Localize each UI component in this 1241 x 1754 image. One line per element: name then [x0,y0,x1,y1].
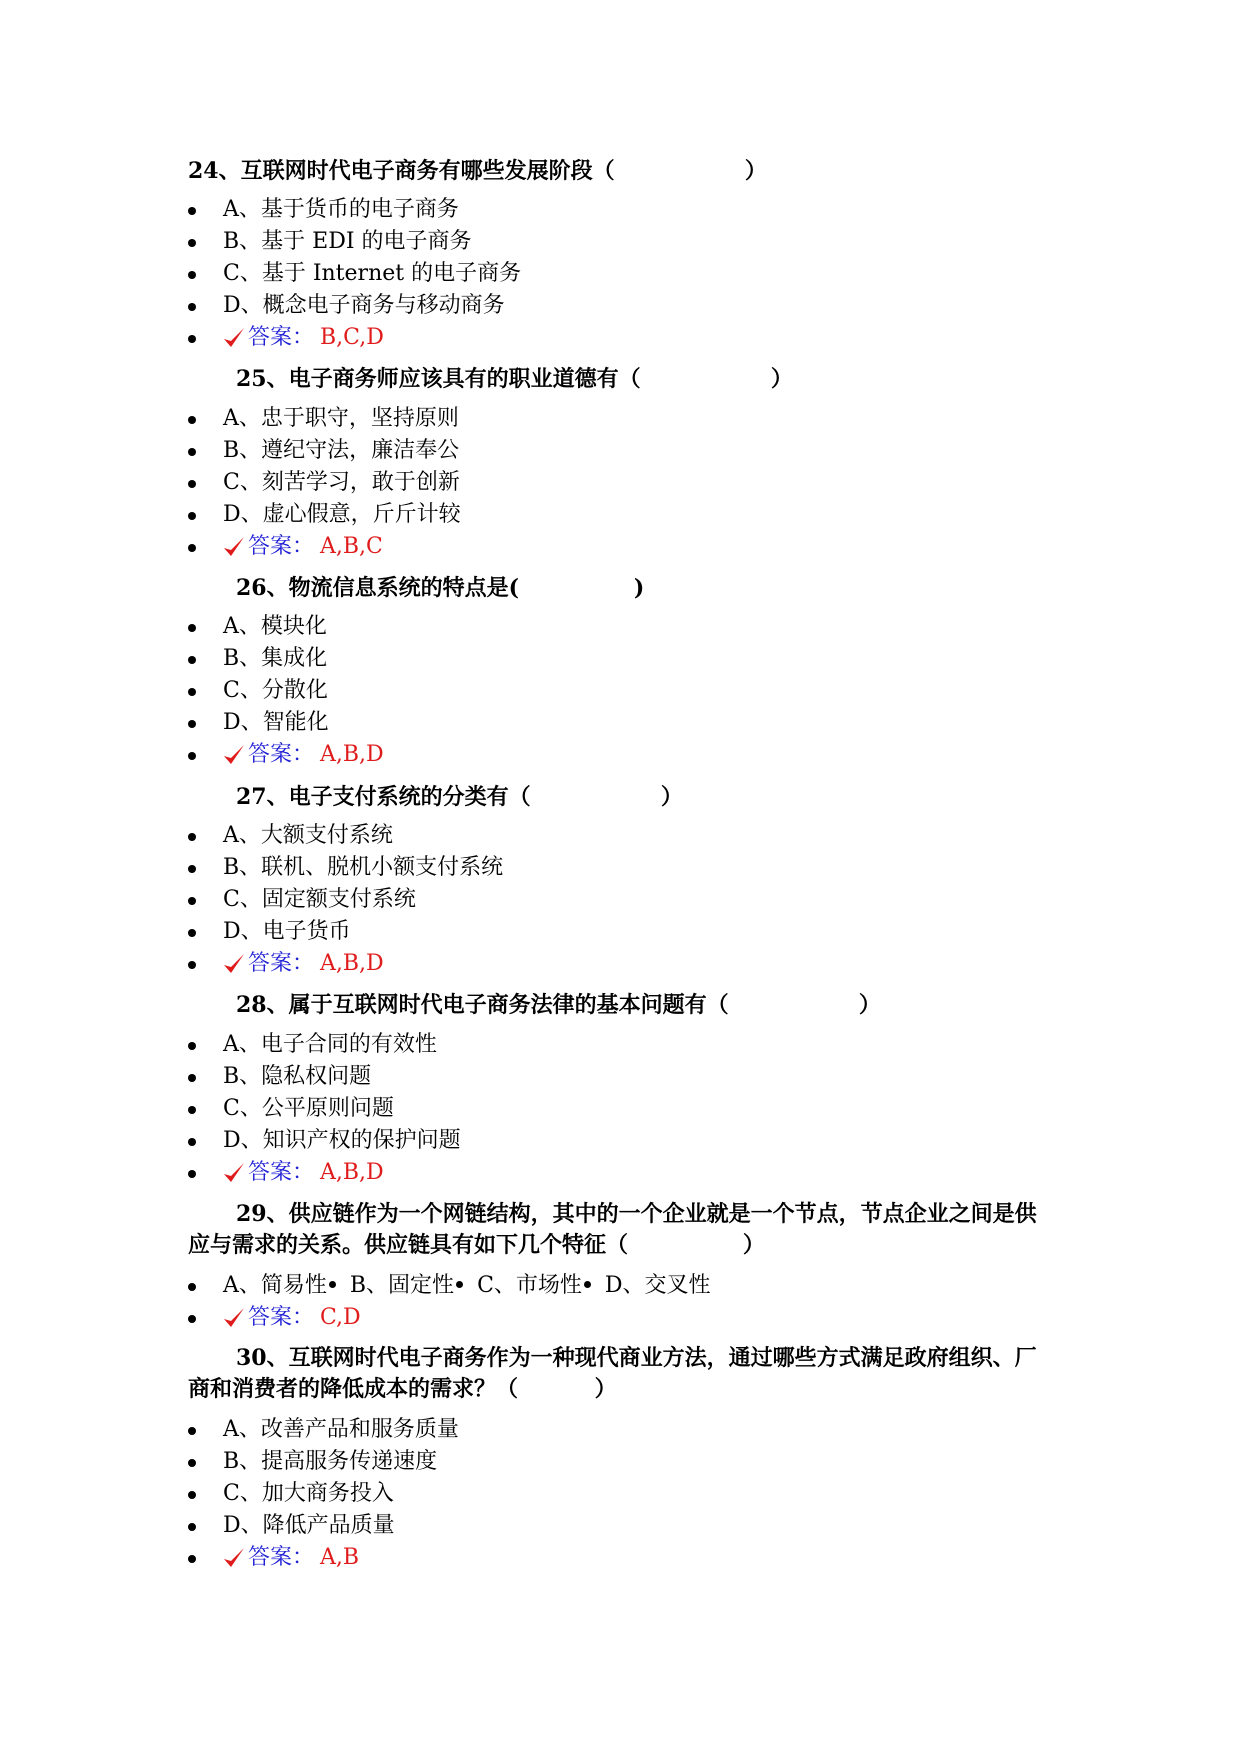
question-title: 27、电子支付系统的分类有（ ） [236,784,683,810]
bullet-icon [188,1427,196,1435]
bullet-icon [188,1042,196,1050]
option-text: B、基于 EDI 的电子商务 [223,229,472,254]
option-text: C、分散化 [223,678,328,703]
answer-value: C,D [320,1305,361,1330]
question-title: 29、供应链作为一个网链结构，其中的一个企业就是一个节点，节点企业之间是供应与需求的关系。供应链具有如下几个特征（ ） [188,1201,1037,1258]
answer-value: A,B,D [320,742,384,767]
bullet-icon [188,656,196,664]
answer-value: A,B,C [320,534,383,559]
inline-options [223,1270,711,1302]
bullet-icon [188,1106,196,1114]
option-text: D、概念电子商务与移动商务 [223,293,505,318]
bullet-icon [188,271,196,279]
option-text: C、基于 Internet 的电子商务 [223,261,522,286]
option-text: D、交叉性 [604,1273,711,1298]
checkmark-icon [222,952,246,976]
answer-label: 答案： [248,742,315,767]
bullet-icon [188,1170,196,1178]
bullet-icon [329,1281,336,1288]
option-text: B、固定性 [349,1273,455,1298]
bullet-icon [188,544,196,552]
checkmark-icon [222,743,246,767]
option-text: A、忠于职守，坚持原则 [223,406,459,431]
bullet-icon [188,752,196,760]
option-text: B、隐私权问题 [223,1064,372,1089]
answer-label: 答案： [248,1545,315,1570]
option-item-inline [188,1270,711,1302]
question-title: 24、互联网时代电子商务有哪些发展阶段（ ） [188,158,767,184]
bullet-icon [188,688,196,696]
option-text: A、模块化 [223,614,327,639]
answer-label: 答案： [248,951,315,976]
bullet-icon [188,1315,196,1323]
checkmark-icon [222,1306,246,1330]
bullet-icon [188,1523,196,1531]
bullet-icon [188,1459,196,1467]
answer-label: 答案： [248,534,315,559]
bullet-icon [456,1281,463,1288]
option-text: C、加大商务投入 [223,1481,394,1506]
question-title: 30、互联网时代电子商务作为一种现代商业方法，通过哪些方式满足政府组织、厂商和消费者的降低成本的需求？（ ） [188,1345,1037,1402]
checkmark-icon [222,535,246,559]
option-text: C、市场性 [477,1273,582,1298]
bullet-icon [188,480,196,488]
bullet-icon [188,929,196,937]
answer-value: A,B [320,1545,360,1570]
checkmark-icon [222,326,246,350]
question-title: 25、电子商务师应该具有的职业道德有（ ） [236,366,793,392]
bullet-icon [188,303,196,311]
option-text: A、电子合同的有效性 [223,1032,437,1057]
bullet-icon [188,239,196,247]
option-text: A、改善产品和服务质量 [223,1417,459,1442]
answer-value: A,B,D [320,951,384,976]
option-text: D、虚心假意，斤斤计较 [223,502,461,527]
bullet-icon [188,1555,196,1563]
option-text: B、集成化 [223,646,328,671]
option-text: B、提高服务传递速度 [223,1449,438,1474]
bullet-icon [188,720,196,728]
bullet-icon [188,416,196,424]
option-text: B、遵纪守法，廉洁奉公 [223,438,460,463]
option-text: D、降低产品质量 [223,1513,395,1538]
checkmark-icon [222,1161,246,1185]
checkmark-icon [222,1546,246,1570]
option-text: A、基于货币的电子商务 [223,197,459,222]
bullet-icon [188,833,196,841]
bullet-icon [188,1074,196,1082]
bullet-icon [188,1138,196,1146]
bullet-icon [188,865,196,873]
answer-label: 答案： [248,325,315,350]
option-text: A、大额支付系统 [223,823,393,848]
option-text: C、公平原则问题 [223,1096,394,1121]
answer-value: A,B,D [320,1160,384,1185]
bullet-icon [188,1491,196,1499]
bullet-icon [188,512,196,520]
option-text: C、刻苦学习，敢于创新 [223,470,460,495]
bullet-icon [188,624,196,632]
bullet-icon [188,207,196,215]
answer-value: B,C,D [320,325,384,350]
bullet-icon [188,448,196,456]
question-title: 28、属于互联网时代电子商务法律的基本问题有（ ） [236,992,881,1018]
bullet-icon [188,1283,196,1291]
bullet-icon [188,335,196,343]
option-text: D、智能化 [223,710,329,735]
bullet-icon [188,961,196,969]
option-text: B、联机、脱机小额支付系统 [223,855,504,880]
answer-label: 答案： [248,1305,315,1330]
answer-label: 答案： [248,1160,315,1185]
option-text: D、电子货币 [223,919,351,944]
option-text: D、知识产权的保护问题 [223,1128,461,1153]
bullet-icon [584,1281,591,1288]
option-text: C、固定额支付系统 [223,887,416,912]
question-title: 26、物流信息系统的特点是( ) [236,575,645,601]
bullet-icon [188,897,196,905]
option-text: A、简易性 [223,1273,327,1298]
